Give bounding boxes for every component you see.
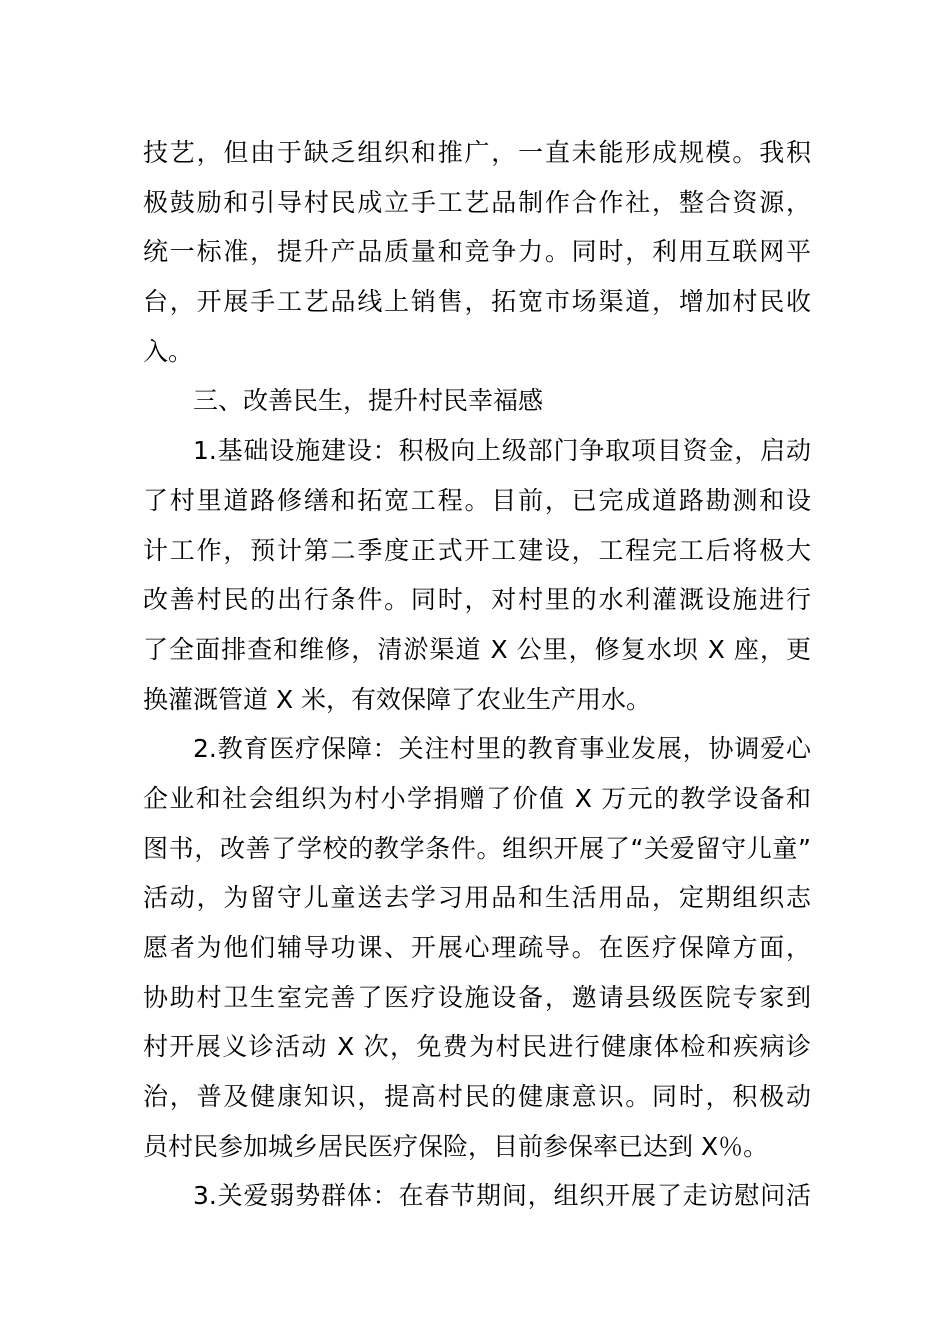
paragraph-line: 了村里道路修缮和拓宽工程。目前，已完成道路勘测和设 [143, 485, 811, 515]
paragraph-line: 3.关爱弱势群体：在春节期间，组织开展了走访慰问活 [193, 1181, 811, 1211]
paragraph-line: 入。 [143, 336, 194, 366]
paragraph-line: 1.基础设施建设：积极向上级部门争取项目资金，启动 [193, 436, 811, 466]
paragraph-line: 2.教育医疗保障：关注村里的教育事业发展，协调爱心 [193, 734, 811, 764]
document-body [143, 128, 811, 1221]
paragraph-line: 治，普及健康知识，提高村民的健康意识。同时，积极动 [143, 1082, 811, 1112]
paragraph-line: 台，开展手工艺品线上销售，拓宽市场渠道，增加村民收 [143, 287, 811, 317]
paragraph-line: 村开展义诊活动 X 次，免费为村民进行健康体检和疾病诊 [143, 1032, 811, 1062]
paragraph-line: 愿者为他们辅导功课、开展心理疏导。在医疗保障方面， [143, 933, 811, 962]
paragraph-line: 活动，为留守儿童送去学习用品和生活用品，定期组织志 [143, 883, 811, 913]
paragraph-line: 协助村卫生室完善了医疗设施设备，邀请县级医院专家到 [143, 982, 811, 1012]
paragraph-line: 计工作，预计第二季度正式开工建设，工程完工后将极大 [143, 535, 811, 565]
paragraph-line: 换灌溉管道 X 米，有效保障了农业生产用水。 [143, 684, 652, 714]
paragraph-line: 改善村民的出行条件。同时，对村里的水利灌溉设施进行 [143, 585, 811, 615]
paragraph-line: 技艺，但由于缺乏组织和推广，一直未能形成规模。我积 [143, 138, 811, 167]
paragraph-line: 图书，改善了学校的教学条件。组织开展了“关爱留守儿童” [143, 833, 811, 863]
paragraph-line: 极鼓励和引导村民成立手工艺品制作合作社，整合资源， [143, 187, 811, 217]
paragraph-line: 统一标准，提升产品质量和竞争力。同时，利用互联网平 [143, 237, 811, 267]
paragraph-line: 员村民参加城乡居民医疗保险，目前参保率已达到 X％。 [143, 1131, 769, 1161]
paragraph-line: 企业和社会组织为村小学捐赠了价值 X 万元的教学设备和 [143, 783, 811, 813]
paragraph-line: 了全面排查和维修，清淤渠道 X 公里，修复水坝 X 座，更 [143, 634, 811, 664]
section-heading: 三、改善民生，提升村民幸福感 [193, 386, 544, 416]
